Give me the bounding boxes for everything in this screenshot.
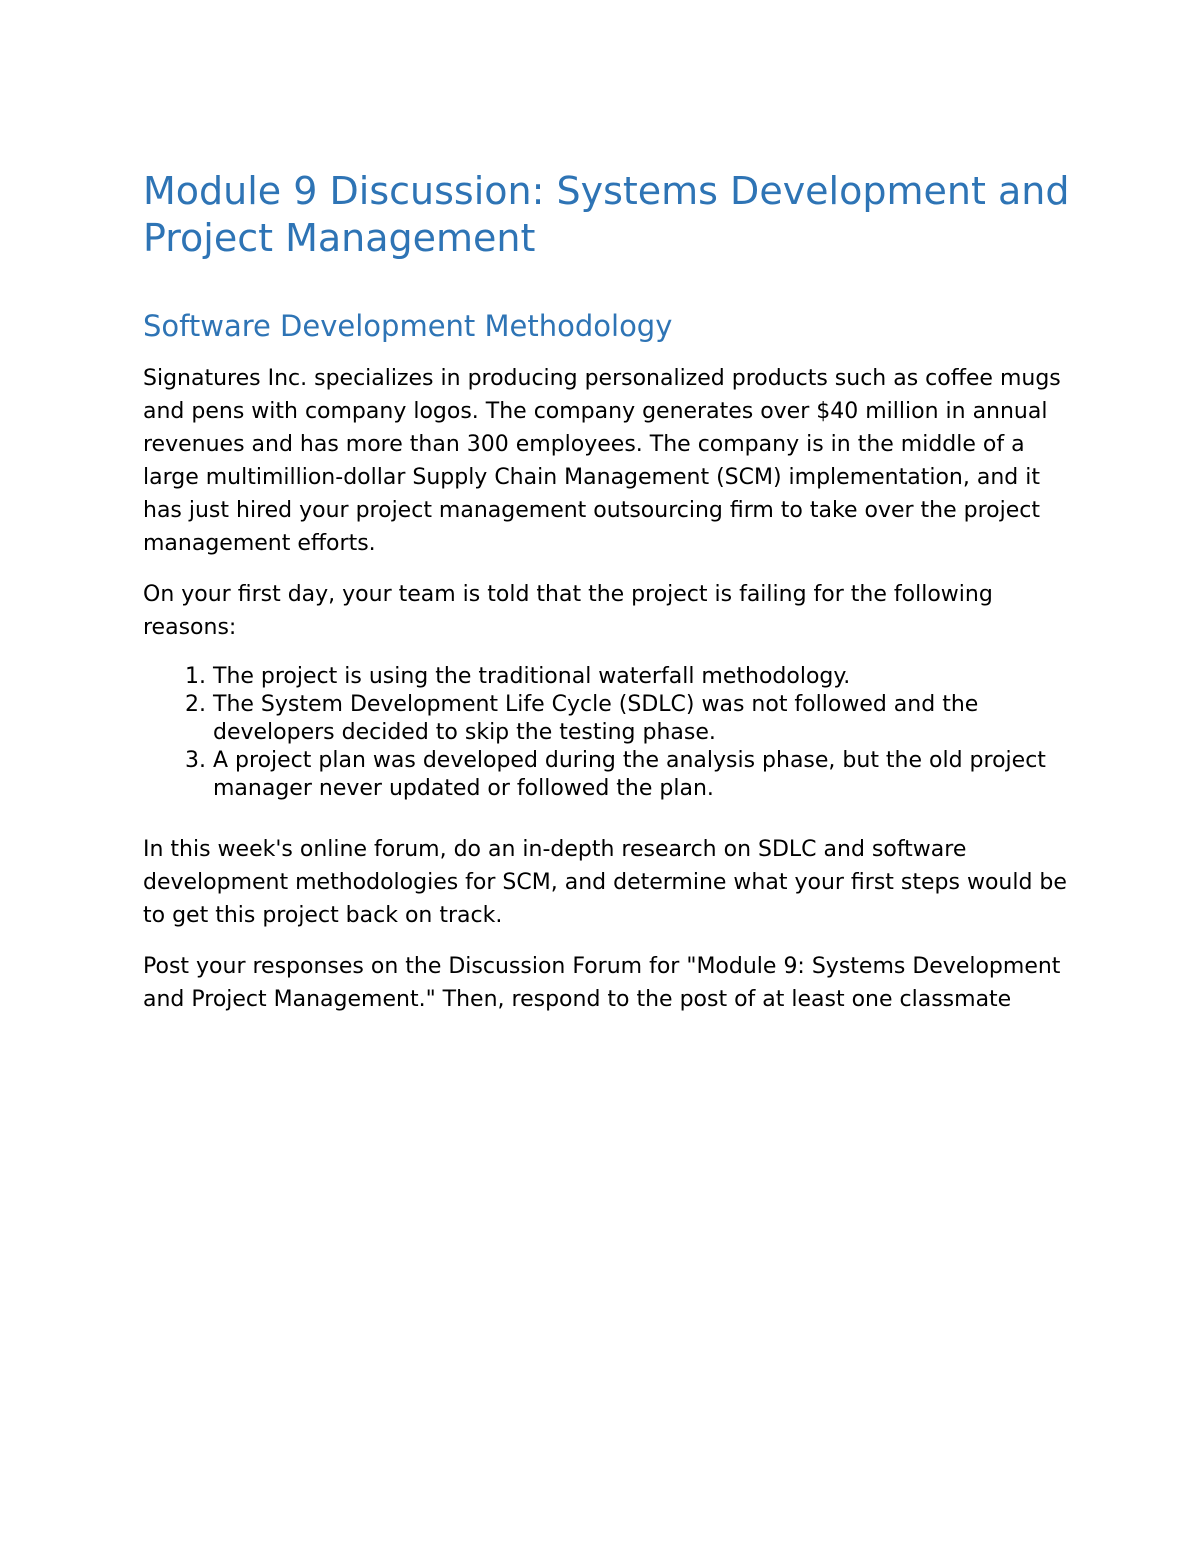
failure-reasons-list: [143, 663, 1073, 803]
document-page: [143, 168, 1073, 1016]
list-item: 1. The project is using the traditional waterfall methodology.: [213, 663, 1073, 691]
failure-intro-paragraph: On your first day, your team is told that the project is failing for the following reasons:: [143, 582, 993, 640]
assignment-paragraph: In this week's online forum, do an in-depth research on SDLC and software development methodologies for SCM, and determine what your first steps would be to get this project back on track.: [143, 837, 1067, 928]
section-heading: Software Development Methodology: [143, 309, 673, 343]
intro-paragraph: Signatures Inc. specializes in producing personalized products such as coffee mugs and pens with company logos. The company generates over $40 million in annual revenues and has more than 300 employees. The company is in the middle of a large multimillion-dollar Supply Chain Management (SCM) implementation, and it has just hired your project management outsourcing firm to take over the project management efforts.: [143, 366, 1061, 556]
document-title: Module 9 Discussion: Systems Development and Project Management: [143, 169, 1070, 260]
instructions-paragraph: Post your responses on the Discussion Forum for "Module 9: Systems Development and Project Management." Then, respond to the post of at least one classmate: [143, 954, 1061, 1012]
list-item: 2. The System Development Life Cycle (SDLC) was not followed and the developers decided to skip the testing phase.: [213, 691, 1073, 747]
list-item: 3. A project plan was developed during the analysis phase, but the old project manager never updated or followed the plan.: [213, 747, 1073, 803]
